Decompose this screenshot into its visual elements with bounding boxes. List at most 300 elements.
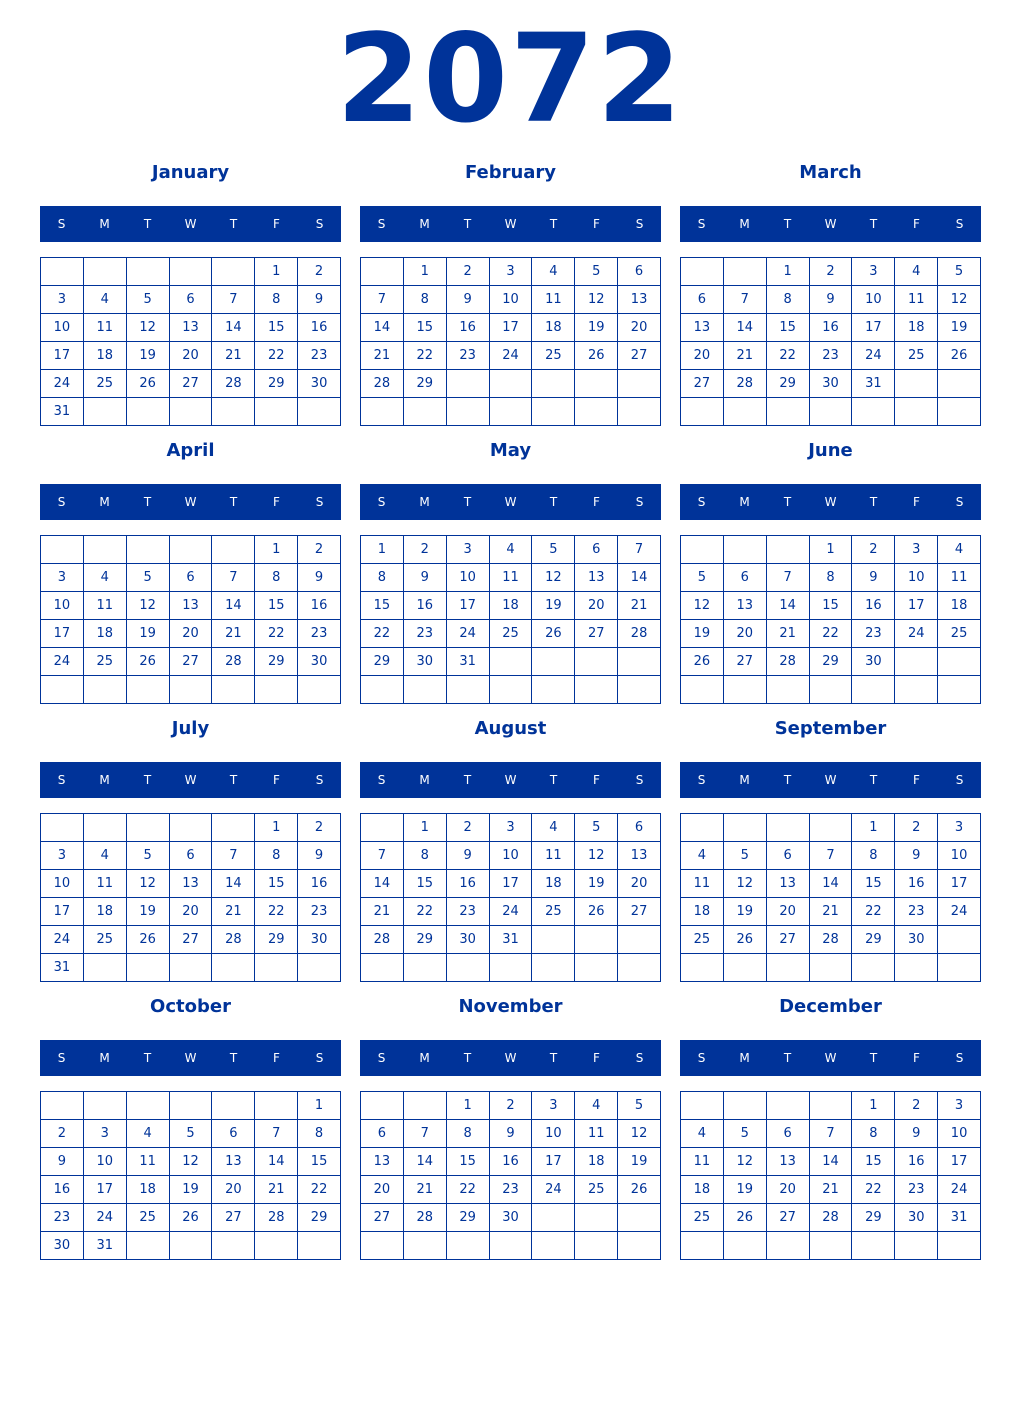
day-cell: 22: [447, 1176, 490, 1204]
day-cell: 15: [404, 314, 447, 342]
day-cell: 19: [575, 314, 618, 342]
empty-cell: [575, 648, 618, 676]
month-5: [680, 436, 981, 706]
month-2: [680, 158, 981, 428]
day-cell: 12: [127, 592, 170, 620]
day-grid: [680, 1091, 981, 1260]
day-cell: 5: [575, 258, 618, 286]
weekday-label: S: [955, 217, 964, 231]
empty-cell: [41, 536, 84, 564]
day-cell: 30: [298, 648, 341, 676]
empty-cell: [724, 814, 767, 842]
day-cell: 4: [84, 564, 127, 592]
day-cell: 8: [255, 286, 298, 314]
weekday-label: F: [273, 495, 280, 509]
empty-cell: [852, 1232, 895, 1260]
day-cell: 24: [41, 926, 84, 954]
empty-cell: [767, 536, 810, 564]
weekday-header: [360, 484, 661, 520]
day-cell: 3: [895, 536, 938, 564]
day-grid: [360, 535, 661, 704]
empty-cell: [895, 954, 938, 982]
day-cell: 21: [810, 898, 853, 926]
day-cell: 25: [938, 620, 981, 648]
weekday-label: M: [99, 217, 110, 231]
day-cell: 20: [618, 314, 661, 342]
empty-cell: [767, 398, 810, 426]
empty-cell: [618, 370, 661, 398]
day-cell: 8: [447, 1120, 490, 1148]
day-cell: 12: [724, 870, 767, 898]
day-cell: 7: [212, 564, 255, 592]
weekday-label: W: [184, 773, 197, 787]
empty-cell: [41, 258, 84, 286]
day-cell: 8: [852, 1120, 895, 1148]
day-cell: 24: [895, 620, 938, 648]
day-cell: 10: [532, 1120, 575, 1148]
weekday-label: F: [593, 773, 600, 787]
day-cell: 21: [361, 342, 404, 370]
weekday-label: M: [739, 1051, 750, 1065]
day-cell: 14: [767, 592, 810, 620]
empty-cell: [361, 676, 404, 704]
day-cell: 18: [84, 342, 127, 370]
empty-cell: [170, 258, 213, 286]
day-cell: 1: [404, 258, 447, 286]
day-cell: 24: [938, 1176, 981, 1204]
month-name: May: [489, 440, 532, 461]
day-cell: 10: [41, 314, 84, 342]
weekday-label: F: [593, 495, 600, 509]
weekday-label: T: [549, 217, 558, 231]
empty-cell: [810, 814, 853, 842]
empty-cell: [938, 398, 981, 426]
day-cell: 23: [895, 898, 938, 926]
day-cell: 26: [724, 1204, 767, 1232]
day-cell: 2: [895, 1092, 938, 1120]
day-cell: 26: [127, 926, 170, 954]
day-cell: 8: [255, 842, 298, 870]
day-cell: 18: [681, 898, 724, 926]
day-cell: 12: [170, 1148, 213, 1176]
day-grid: [680, 257, 981, 426]
day-cell: 16: [852, 592, 895, 620]
weekday-header: [360, 762, 661, 798]
weekday-label: S: [635, 495, 644, 509]
weekday-label: T: [229, 495, 238, 509]
day-cell: 15: [852, 1148, 895, 1176]
day-cell: 29: [361, 648, 404, 676]
month-name: February: [464, 162, 557, 183]
day-cell: 4: [490, 536, 533, 564]
day-cell: 14: [212, 592, 255, 620]
weekday-label: T: [869, 1051, 878, 1065]
empty-cell: [127, 676, 170, 704]
day-cell: 17: [41, 342, 84, 370]
empty-cell: [447, 370, 490, 398]
empty-cell: [724, 258, 767, 286]
day-cell: 3: [41, 842, 84, 870]
day-cell: 5: [618, 1092, 661, 1120]
day-cell: 13: [170, 870, 213, 898]
day-cell: 10: [938, 1120, 981, 1148]
day-cell: 12: [532, 564, 575, 592]
day-grid: [40, 257, 341, 426]
empty-cell: [361, 1092, 404, 1120]
weekday-label: T: [463, 773, 472, 787]
day-cell: 15: [255, 870, 298, 898]
day-cell: 6: [767, 842, 810, 870]
day-cell: 30: [298, 926, 341, 954]
weekday-label: S: [57, 495, 66, 509]
day-cell: 23: [447, 898, 490, 926]
day-cell: 26: [127, 648, 170, 676]
day-cell: 19: [724, 898, 767, 926]
day-cell: 8: [255, 564, 298, 592]
day-cell: 7: [361, 842, 404, 870]
day-cell: 19: [618, 1148, 661, 1176]
weekday-label: M: [419, 217, 430, 231]
day-grid: [40, 1091, 341, 1260]
day-cell: 10: [938, 842, 981, 870]
day-cell: 23: [404, 620, 447, 648]
day-cell: 20: [170, 342, 213, 370]
weekday-label: S: [697, 495, 706, 509]
weekday-label: W: [504, 495, 517, 509]
weekday-label: T: [463, 1051, 472, 1065]
empty-cell: [618, 926, 661, 954]
empty-cell: [618, 954, 661, 982]
day-cell: 25: [532, 342, 575, 370]
empty-cell: [170, 676, 213, 704]
empty-cell: [170, 1232, 213, 1260]
month-3: [40, 436, 341, 706]
day-cell: 27: [681, 370, 724, 398]
day-grid: [680, 813, 981, 982]
day-cell: 14: [810, 1148, 853, 1176]
empty-cell: [895, 648, 938, 676]
weekday-label: T: [143, 217, 152, 231]
weekday-label: W: [184, 495, 197, 509]
empty-cell: [618, 648, 661, 676]
day-cell: 2: [810, 258, 853, 286]
day-cell: 21: [212, 342, 255, 370]
day-cell: 1: [361, 536, 404, 564]
weekday-label: W: [824, 1051, 837, 1065]
day-cell: 20: [681, 342, 724, 370]
day-cell: 3: [84, 1120, 127, 1148]
day-cell: 4: [575, 1092, 618, 1120]
day-cell: 8: [767, 286, 810, 314]
day-cell: 30: [404, 648, 447, 676]
day-cell: 17: [41, 898, 84, 926]
day-cell: 9: [895, 1120, 938, 1148]
empty-cell: [681, 954, 724, 982]
empty-cell: [895, 676, 938, 704]
weekday-header: [40, 762, 341, 798]
day-cell: 16: [895, 1148, 938, 1176]
empty-cell: [41, 676, 84, 704]
empty-cell: [127, 258, 170, 286]
empty-cell: [490, 648, 533, 676]
empty-cell: [532, 676, 575, 704]
day-cell: 23: [298, 342, 341, 370]
day-cell: 19: [532, 592, 575, 620]
day-cell: 23: [298, 898, 341, 926]
day-cell: 5: [724, 842, 767, 870]
empty-cell: [575, 1204, 618, 1232]
day-cell: 27: [575, 620, 618, 648]
empty-cell: [532, 1232, 575, 1260]
month-name: July: [171, 718, 210, 739]
weekday-label: T: [783, 495, 792, 509]
empty-cell: [810, 1232, 853, 1260]
day-cell: 6: [170, 564, 213, 592]
day-cell: 13: [618, 842, 661, 870]
weekday-label: T: [783, 773, 792, 787]
month-1: [360, 158, 661, 428]
weekday-header: [680, 1040, 981, 1076]
day-cell: 21: [212, 620, 255, 648]
weekday-label: F: [273, 217, 280, 231]
day-cell: 26: [575, 898, 618, 926]
empty-cell: [212, 536, 255, 564]
day-cell: 27: [767, 1204, 810, 1232]
day-cell: 13: [681, 314, 724, 342]
day-cell: 28: [212, 648, 255, 676]
empty-cell: [852, 954, 895, 982]
empty-cell: [938, 1232, 981, 1260]
day-cell: 24: [852, 342, 895, 370]
day-cell: 31: [938, 1204, 981, 1232]
month-name: September: [774, 718, 887, 739]
day-cell: 15: [361, 592, 404, 620]
month-10: [360, 992, 661, 1262]
day-cell: 22: [255, 342, 298, 370]
day-cell: 13: [724, 592, 767, 620]
day-cell: 11: [490, 564, 533, 592]
day-cell: 6: [724, 564, 767, 592]
empty-cell: [938, 954, 981, 982]
day-cell: 16: [298, 870, 341, 898]
day-cell: 22: [255, 620, 298, 648]
weekday-label: M: [739, 495, 750, 509]
weekday-label: F: [273, 773, 280, 787]
day-cell: 30: [41, 1232, 84, 1260]
day-cell: 17: [532, 1148, 575, 1176]
day-cell: 31: [852, 370, 895, 398]
day-cell: 7: [255, 1120, 298, 1148]
day-cell: 5: [170, 1120, 213, 1148]
empty-cell: [810, 398, 853, 426]
day-cell: 14: [255, 1148, 298, 1176]
empty-cell: [170, 536, 213, 564]
day-cell: 5: [127, 286, 170, 314]
empty-cell: [767, 1232, 810, 1260]
day-cell: 25: [84, 648, 127, 676]
empty-cell: [212, 1232, 255, 1260]
day-cell: 28: [404, 1204, 447, 1232]
day-cell: 4: [532, 814, 575, 842]
day-cell: 17: [447, 592, 490, 620]
weekday-label: S: [955, 1051, 964, 1065]
day-cell: 2: [298, 814, 341, 842]
weekday-label: S: [57, 217, 66, 231]
day-cell: 26: [127, 370, 170, 398]
empty-cell: [212, 1092, 255, 1120]
day-cell: 26: [532, 620, 575, 648]
day-cell: 6: [212, 1120, 255, 1148]
day-cell: 21: [404, 1176, 447, 1204]
day-cell: 8: [404, 286, 447, 314]
day-cell: 28: [810, 1204, 853, 1232]
day-cell: 30: [447, 926, 490, 954]
day-cell: 18: [895, 314, 938, 342]
weekday-label: S: [955, 773, 964, 787]
day-cell: 9: [895, 842, 938, 870]
day-cell: 30: [852, 648, 895, 676]
weekday-label: S: [377, 217, 386, 231]
day-cell: 9: [490, 1120, 533, 1148]
weekday-label: S: [377, 773, 386, 787]
day-cell: 26: [575, 342, 618, 370]
day-cell: 17: [938, 870, 981, 898]
day-cell: 9: [810, 286, 853, 314]
day-cell: 28: [212, 926, 255, 954]
day-cell: 19: [127, 898, 170, 926]
day-cell: 1: [767, 258, 810, 286]
day-cell: 13: [170, 592, 213, 620]
day-cell: 18: [532, 870, 575, 898]
weekday-label: M: [99, 1051, 110, 1065]
day-cell: 19: [127, 620, 170, 648]
empty-cell: [681, 1232, 724, 1260]
empty-cell: [84, 676, 127, 704]
empty-cell: [127, 814, 170, 842]
day-cell: 28: [724, 370, 767, 398]
day-cell: 2: [447, 258, 490, 286]
day-cell: 17: [895, 592, 938, 620]
day-cell: 6: [618, 814, 661, 842]
day-cell: 29: [852, 926, 895, 954]
empty-cell: [618, 1232, 661, 1260]
weekday-header: [680, 484, 981, 520]
day-cell: 20: [618, 870, 661, 898]
empty-cell: [681, 536, 724, 564]
weekday-label: S: [377, 495, 386, 509]
day-cell: 24: [532, 1176, 575, 1204]
empty-cell: [767, 1092, 810, 1120]
day-cell: 29: [447, 1204, 490, 1232]
weekday-label: W: [824, 773, 837, 787]
day-cell: 6: [170, 286, 213, 314]
day-cell: 2: [298, 536, 341, 564]
weekday-label: T: [549, 495, 558, 509]
empty-cell: [404, 954, 447, 982]
empty-cell: [41, 1092, 84, 1120]
weekday-label: T: [143, 773, 152, 787]
day-cell: 4: [938, 536, 981, 564]
empty-cell: [490, 370, 533, 398]
empty-cell: [810, 1092, 853, 1120]
day-cell: 15: [447, 1148, 490, 1176]
day-cell: 27: [767, 926, 810, 954]
empty-cell: [212, 398, 255, 426]
weekday-label: T: [783, 1051, 792, 1065]
day-cell: 20: [767, 1176, 810, 1204]
day-cell: 23: [447, 342, 490, 370]
day-cell: 3: [447, 536, 490, 564]
day-cell: 11: [895, 286, 938, 314]
day-cell: 1: [255, 814, 298, 842]
empty-cell: [255, 676, 298, 704]
day-cell: 28: [767, 648, 810, 676]
day-cell: 27: [618, 342, 661, 370]
day-cell: 22: [404, 342, 447, 370]
empty-cell: [447, 398, 490, 426]
day-cell: 14: [361, 314, 404, 342]
empty-cell: [724, 536, 767, 564]
empty-cell: [575, 954, 618, 982]
day-cell: 29: [298, 1204, 341, 1232]
weekday-label: F: [593, 217, 600, 231]
day-cell: 1: [255, 536, 298, 564]
day-cell: 7: [724, 286, 767, 314]
day-cell: 19: [170, 1176, 213, 1204]
day-cell: 2: [298, 258, 341, 286]
empty-cell: [298, 1232, 341, 1260]
weekday-label: T: [869, 217, 878, 231]
empty-cell: [724, 1232, 767, 1260]
day-cell: 16: [298, 314, 341, 342]
month-8: [680, 714, 981, 984]
day-cell: 2: [490, 1092, 533, 1120]
day-cell: 8: [852, 842, 895, 870]
day-cell: 29: [767, 370, 810, 398]
day-cell: 3: [852, 258, 895, 286]
day-cell: 10: [41, 870, 84, 898]
empty-cell: [681, 398, 724, 426]
day-cell: 12: [681, 592, 724, 620]
day-grid: [40, 813, 341, 982]
day-cell: 24: [938, 898, 981, 926]
empty-cell: [532, 954, 575, 982]
weekday-label: M: [419, 495, 430, 509]
day-cell: 29: [404, 926, 447, 954]
weekday-label: F: [913, 217, 920, 231]
day-cell: 22: [810, 620, 853, 648]
month-11: [680, 992, 981, 1262]
empty-cell: [767, 676, 810, 704]
day-cell: 11: [532, 286, 575, 314]
empty-cell: [361, 814, 404, 842]
weekday-label: F: [913, 1051, 920, 1065]
weekday-header: [40, 206, 341, 242]
day-cell: 17: [852, 314, 895, 342]
empty-cell: [681, 258, 724, 286]
weekday-label: S: [315, 495, 324, 509]
day-cell: 27: [170, 926, 213, 954]
day-grid: [680, 535, 981, 704]
day-cell: 19: [724, 1176, 767, 1204]
empty-cell: [212, 814, 255, 842]
day-cell: 30: [810, 370, 853, 398]
empty-cell: [170, 814, 213, 842]
day-cell: 14: [361, 870, 404, 898]
day-cell: 7: [212, 286, 255, 314]
empty-cell: [810, 954, 853, 982]
day-cell: 4: [681, 1120, 724, 1148]
